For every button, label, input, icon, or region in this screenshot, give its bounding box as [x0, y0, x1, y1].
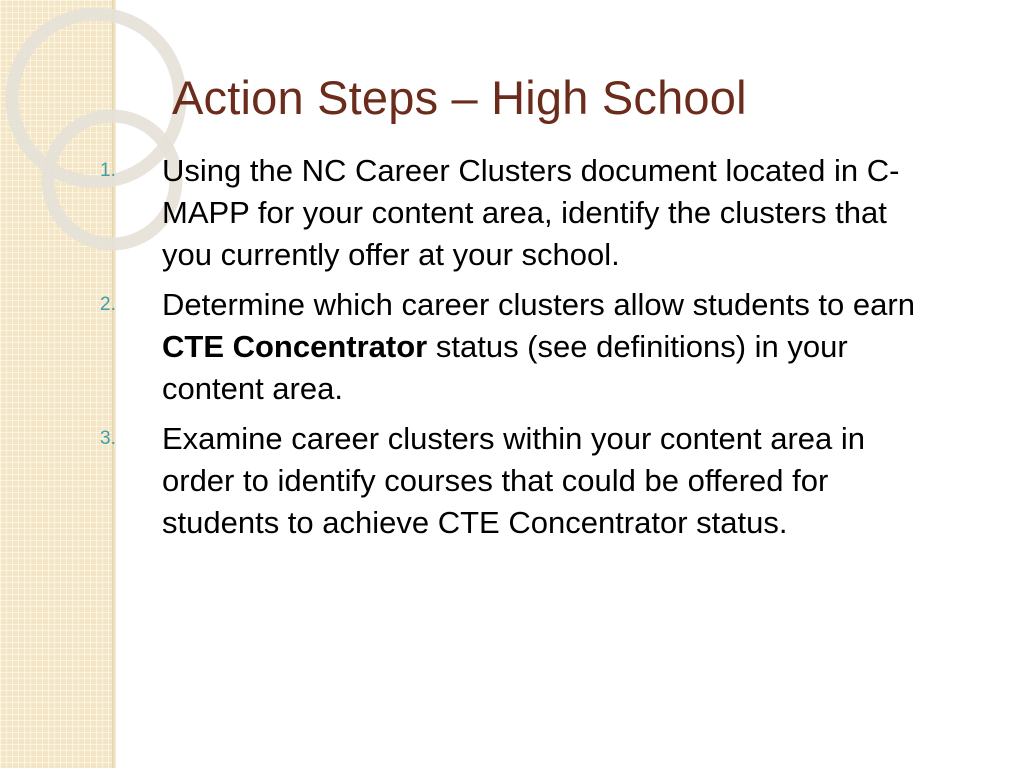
- list-item: [100, 150, 940, 276]
- list-item: [100, 418, 940, 544]
- step-text-after: status (see definitions) in your content area.: [162, 329, 848, 406]
- step-text: Using the NC Career Clusters document located in C-MAPP for your content area, identify the clusters that you currently offer at your school.: [162, 153, 900, 272]
- step-text: [162, 284, 940, 410]
- step-number: 2.: [100, 294, 116, 315]
- step-text: Examine career clusters within your content area in order to identify courses that could be offered for students to achieve CTE Concentrator status.: [162, 421, 865, 540]
- action-steps-list: [100, 150, 940, 552]
- cte-concentrator-emphasis: CTE Concentrator: [162, 329, 428, 364]
- step-number: 1.: [100, 160, 116, 181]
- slide-title: Action Steps – High School: [172, 71, 747, 124]
- list-item: [100, 284, 940, 410]
- step-text-before: Determine which career clusters allow students to earn: [162, 287, 915, 322]
- step-number: 3.: [100, 428, 116, 449]
